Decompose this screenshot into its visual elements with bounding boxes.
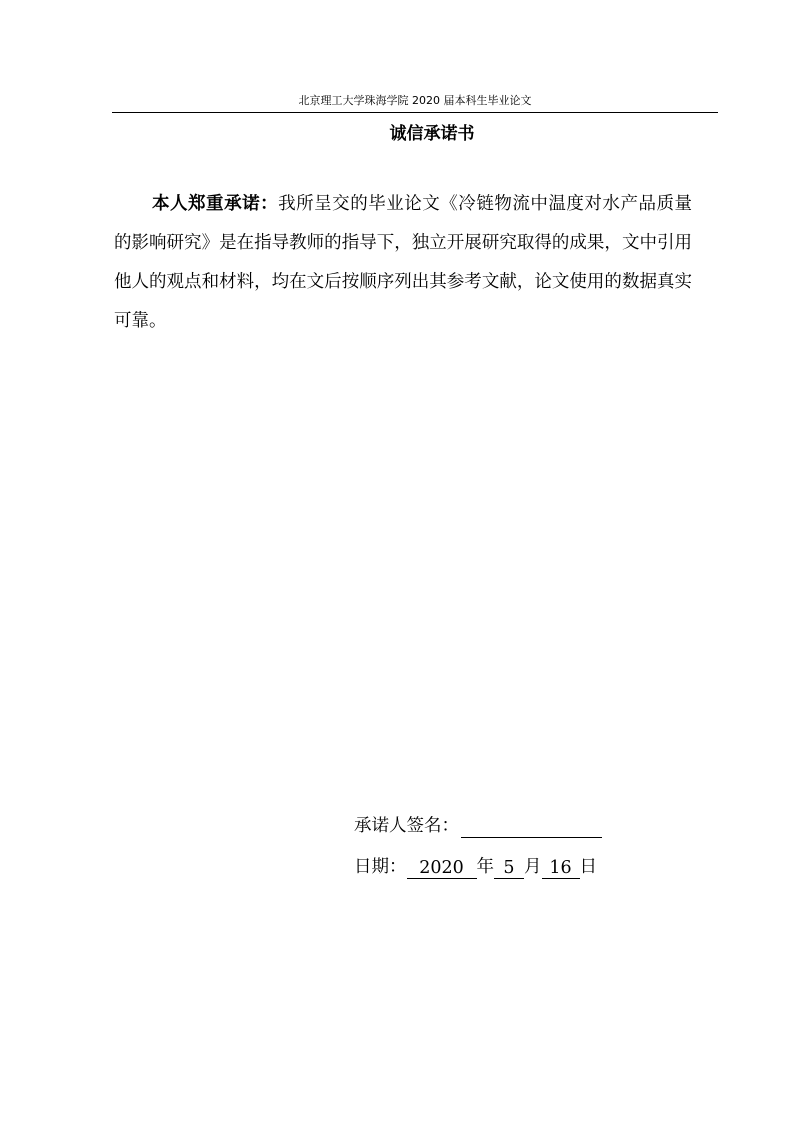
signature-row bbox=[354, 814, 602, 838]
year-field[interactable]: 2020 bbox=[407, 856, 477, 879]
document-title: 诚信承诺书 bbox=[389, 124, 475, 144]
pledge-lead: 本人郑重承诺： bbox=[152, 194, 279, 214]
header-divider bbox=[112, 112, 718, 113]
month-unit: 月 bbox=[524, 857, 542, 877]
pledge-paragraph bbox=[114, 185, 692, 341]
date-label: 日期： bbox=[354, 857, 407, 877]
signature-label: 承诺人签名： bbox=[354, 816, 459, 836]
day-field[interactable]: 16 bbox=[542, 856, 580, 879]
page-header: 北京理工大学珠海学院 2020 届本科生毕业论文 bbox=[298, 94, 532, 107]
month-field[interactable]: 5 bbox=[494, 856, 524, 879]
year-unit: 年 bbox=[476, 857, 494, 877]
day-unit: 日 bbox=[579, 857, 597, 877]
date-row bbox=[354, 855, 597, 879]
signature-field[interactable] bbox=[461, 815, 602, 838]
pledge-text: 我所呈交的毕业论文《冷链物流中温度对水产品质量的影响研究》是在指导教师的指导下，独立开展研究取得的成果，文中引用他人的观点和材料，均在文后按顺序列出其参考文献，论文使用的数据真实可靠。 bbox=[114, 194, 693, 331]
